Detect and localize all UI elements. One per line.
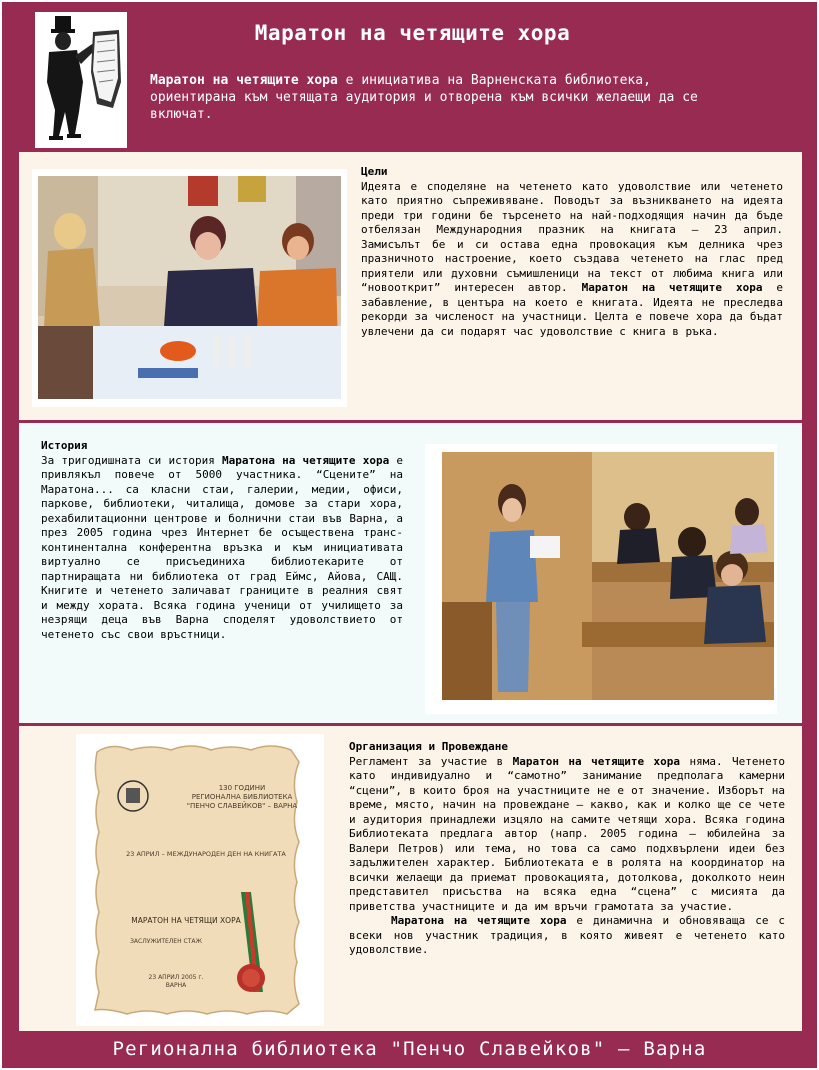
organization-panel: [19, 726, 802, 1031]
history-heading: История: [41, 439, 88, 452]
certificate-line-7: 23 АПРИЛ 2005 г.: [148, 974, 204, 981]
organization-text-1: Регламент за участие в: [349, 754, 513, 768]
certificate-frame: [76, 734, 324, 1026]
organization-text-2: няма. Четенето като индивидуално и “самотно” занимание предполага камерни “сцени”, в които броя на участниците не е от значение. Изборът на време, място, начин на провеждане – какво, как и колко ще се чете и аудитория принадлежи изцяло на самите четящи хора. Всяка година Библиотеката предлага автор (напр. 2005 година – юбилейна за Валери Петров) или тема, но това са само подхвърлени идеи без задължителен характер. Библиотеката е в ролята на координатор на всички желаещи да приемат провокацията, дотолкова, доколкото неин представител присъства на всяка една “сцена” с мисията да приветства участниците и да им връчи грамотата за участие.: [349, 754, 785, 913]
certificate-line-3: "ПЕНЧО СЛАВЕЙКОВ" – ВАРНА: [186, 802, 298, 810]
goals-text-1: Идеята е споделяне на четенето като удоволствие или четенето като приятно съпреживяване. Поводът за възникването на идеята преди три години бе търсенето на най-подходящия начин да бъде отбелязан Международния празник на книгата – 23 април. Замисълът бе и си остава една провокация към делника чрез празничното настроение, което създава четенето на глас пред приятели или духовни съмишленици на текст от любима книга или “новооткрит” интересен автор.: [361, 179, 783, 294]
reader-figure-logo: [35, 12, 127, 148]
intro-rest: е инициатива на Варненската библиотека, ориентирана към четящата аудитория и отворена към всички желаещи да се включат.: [150, 73, 698, 122]
history-text-1: За тригодишната си история: [41, 453, 222, 467]
reading-women-photo: [38, 176, 341, 399]
certificate-line-8: ВАРНА: [165, 982, 187, 989]
organization-bold-1: Маратон на четящите хора: [512, 754, 681, 768]
goals-text: [361, 165, 783, 339]
history-text: [41, 439, 403, 642]
goals-text-2: е забавление, в центъра на което е книгата. Идеята не преследва рекорди за численост на участници. Целта е повече хора да бъдат увлечени да си подарят час удоволствие с книга в ръка.: [361, 281, 783, 338]
organization-heading: Организация и Провеждане: [349, 740, 508, 753]
goals-heading: Цели: [361, 165, 388, 178]
organization-bold-2: Маратона на четящите хора: [391, 914, 567, 927]
history-photo-frame: [425, 444, 777, 714]
organization-text-3: е динамична и обновяваща се с всеки нов участник традиция, в която живеят е четенето като удоволствие.: [349, 914, 785, 956]
footer-library-name: Регионална библиотека "Пенчо Славейков" – Варна: [112, 1038, 707, 1060]
history-bold-1: Маратона на четящите хора: [222, 453, 390, 467]
history-text-2: е привлякъл повече от 5000 участника. “Сцените” на Маратона... са класни стаи, галерии, медии, офиси, паркове, библиотеки, читалища, домове за стари хора, рехабилитационни центрове и болнични стаи във Варна, а през 2005 година чрез Интернет бе осъществена транс-континентална конферентна връзка и към инициативата виртуално се присъединиха библиотекарите от партниращата ни библиотека от град Еймс, Айова, САЩ. Книгите и четенето заличават границите в реалния свят и между хората. Всяка година ученици от училището за незрящи деца във Варна споделят удоволствието от четенето със свои връстници.: [41, 453, 403, 641]
logo: [35, 12, 127, 148]
goals-photo-frame: [32, 169, 347, 407]
certificate-line-5: МАРАТОН НА ЧЕТЯЩИ ХОРА: [131, 916, 241, 925]
intro-bold: Маратон на четящите хора: [150, 73, 338, 88]
intro-text: [150, 72, 740, 123]
certificate-header-text: [172, 784, 312, 811]
certificate-line-1: 130 ГОДИНИ: [218, 784, 266, 792]
goals-panel: [19, 152, 802, 420]
goals-bold-1: Маратон на четящите хора: [581, 281, 763, 294]
certificate-line-2: РЕГИОНАЛНА БИБЛИОТЕКА: [191, 793, 293, 801]
organization-text: [349, 740, 785, 958]
page-title: Маратон на четящите хора: [254, 21, 571, 45]
classroom-photo: [442, 452, 774, 700]
certificate-line-4: 23 АПРИЛ – МЕЖДУНАРОДЕН ДЕН НА КНИГАТА: [126, 850, 286, 858]
certificate-footer-text: [116, 974, 236, 990]
history-panel: [19, 423, 802, 723]
certificate-line-6: ЗАСЛУЖИТЕЛЕН СТАЖ: [130, 938, 202, 945]
